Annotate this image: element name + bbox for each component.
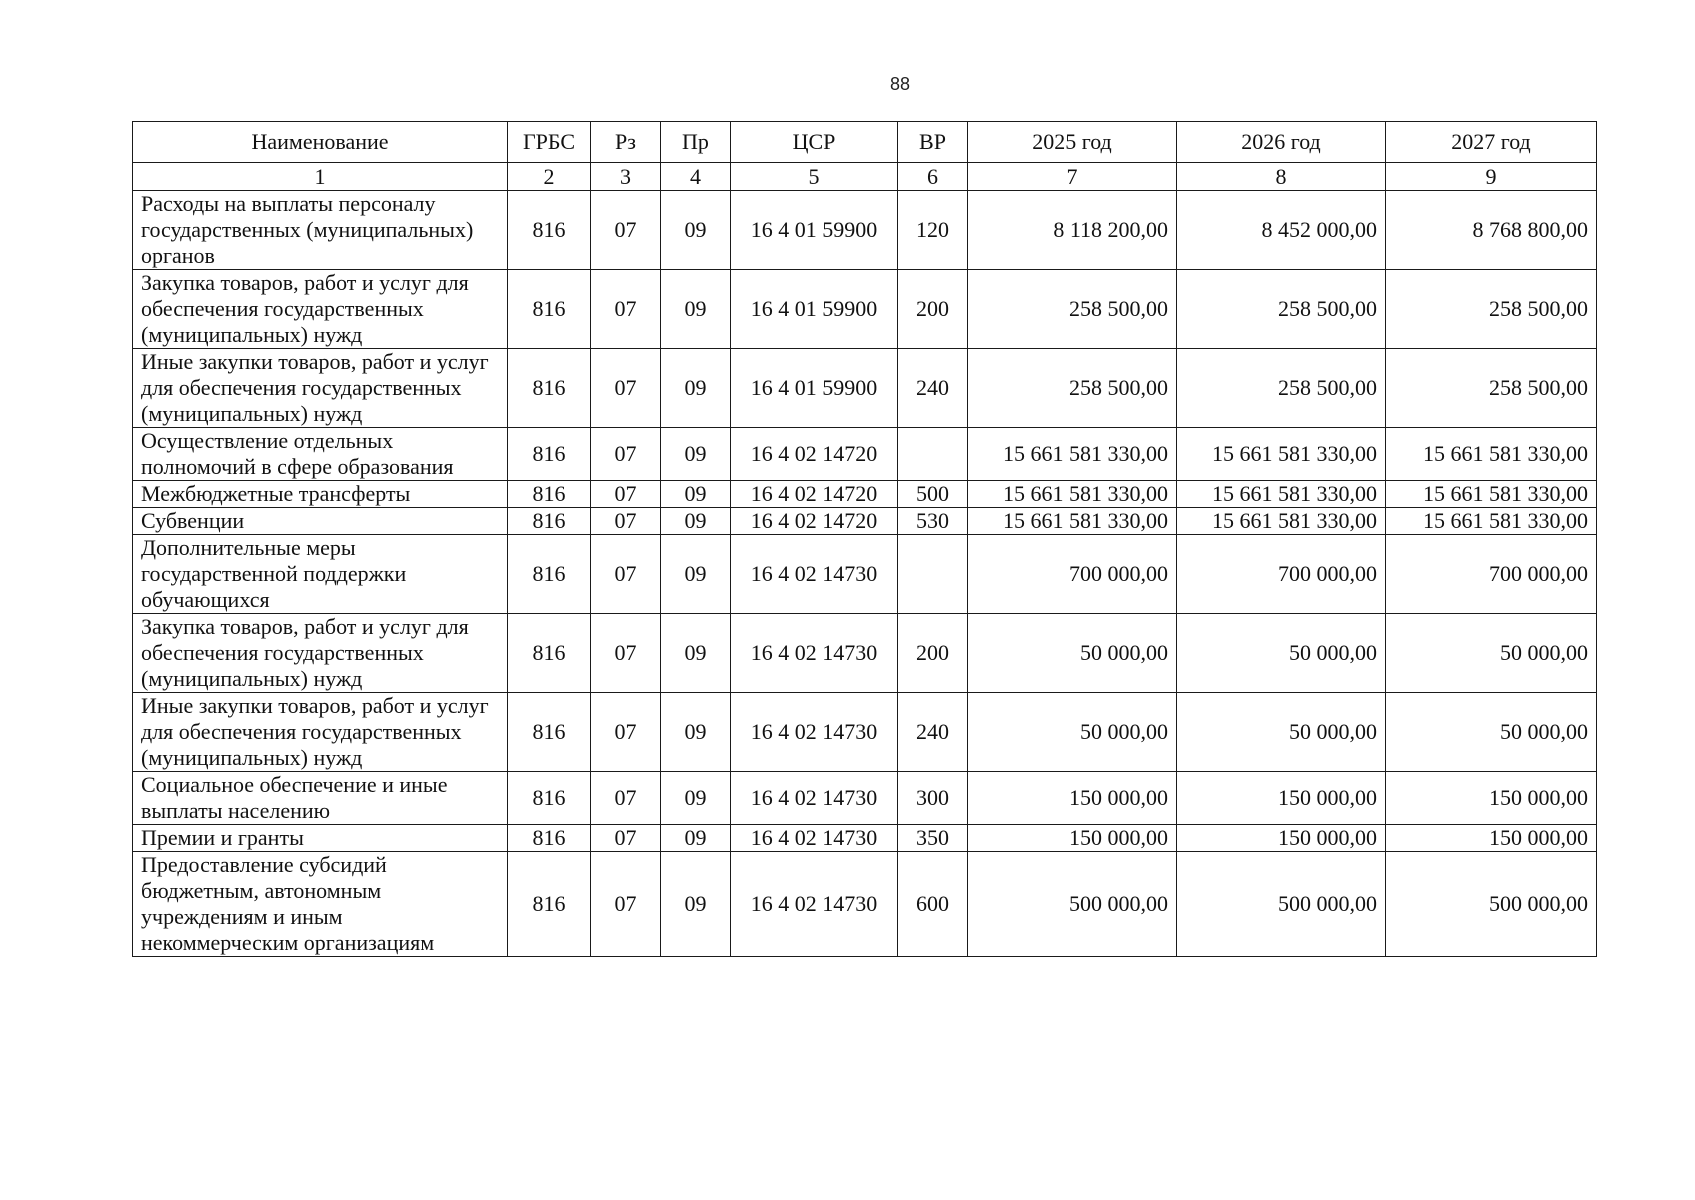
cell-2026: 150 000,00 bbox=[1177, 772, 1386, 825]
cell-rz: 07 bbox=[591, 693, 661, 772]
cell-name: Премии и гранты bbox=[133, 825, 508, 852]
cell-2026: 50 000,00 bbox=[1177, 614, 1386, 693]
column-number-row bbox=[133, 163, 1597, 191]
cell-2027: 700 000,00 bbox=[1386, 535, 1597, 614]
cell-2025: 150 000,00 bbox=[968, 825, 1177, 852]
cell-csr: 16 4 02 14720 bbox=[731, 481, 898, 508]
column-number: 5 bbox=[731, 163, 898, 191]
cell-pr: 09 bbox=[661, 825, 731, 852]
table-row bbox=[133, 428, 1597, 481]
table-row bbox=[133, 270, 1597, 349]
cell-2027: 258 500,00 bbox=[1386, 349, 1597, 428]
cell-vr: 350 bbox=[898, 825, 968, 852]
cell-vr bbox=[898, 535, 968, 614]
column-number: 9 bbox=[1386, 163, 1597, 191]
cell-2026: 150 000,00 bbox=[1177, 825, 1386, 852]
cell-name: Субвенции bbox=[133, 508, 508, 535]
cell-2026: 258 500,00 bbox=[1177, 270, 1386, 349]
cell-rz: 07 bbox=[591, 825, 661, 852]
table-row bbox=[133, 508, 1597, 535]
cell-2025: 15 661 581 330,00 bbox=[968, 508, 1177, 535]
cell-2026: 500 000,00 bbox=[1177, 852, 1386, 957]
cell-vr: 530 bbox=[898, 508, 968, 535]
cell-2027: 15 661 581 330,00 bbox=[1386, 428, 1597, 481]
cell-csr: 16 4 02 14730 bbox=[731, 825, 898, 852]
cell-2026: 15 661 581 330,00 bbox=[1177, 508, 1386, 535]
table-row bbox=[133, 772, 1597, 825]
cell-2026: 15 661 581 330,00 bbox=[1177, 428, 1386, 481]
cell-2027: 500 000,00 bbox=[1386, 852, 1597, 957]
header-row bbox=[133, 122, 1597, 163]
cell-pr: 09 bbox=[661, 508, 731, 535]
cell-2027: 258 500,00 bbox=[1386, 270, 1597, 349]
cell-name: Иные закупки товаров, работ и услуг для обеспечения государственных (муниципальных) нужд bbox=[133, 693, 508, 772]
table-row bbox=[133, 349, 1597, 428]
table-row bbox=[133, 693, 1597, 772]
cell-rz: 07 bbox=[591, 270, 661, 349]
cell-csr: 16 4 01 59900 bbox=[731, 270, 898, 349]
header-2025: 2025 год bbox=[968, 122, 1177, 163]
header-grbs: ГРБС bbox=[508, 122, 591, 163]
cell-pr: 09 bbox=[661, 481, 731, 508]
cell-grbs: 816 bbox=[508, 535, 591, 614]
cell-name: Дополнительные меры государственной поддержки обучающихся bbox=[133, 535, 508, 614]
cell-rz: 07 bbox=[591, 614, 661, 693]
cell-grbs: 816 bbox=[508, 852, 591, 957]
cell-vr: 120 bbox=[898, 191, 968, 270]
cell-2027: 15 661 581 330,00 bbox=[1386, 481, 1597, 508]
column-number: 3 bbox=[591, 163, 661, 191]
header-2027: 2027 год bbox=[1386, 122, 1597, 163]
cell-2025: 700 000,00 bbox=[968, 535, 1177, 614]
cell-vr: 240 bbox=[898, 349, 968, 428]
table-row bbox=[133, 825, 1597, 852]
table-row bbox=[133, 481, 1597, 508]
cell-2025: 258 500,00 bbox=[968, 349, 1177, 428]
cell-csr: 16 4 02 14730 bbox=[731, 693, 898, 772]
cell-grbs: 816 bbox=[508, 825, 591, 852]
cell-grbs: 816 bbox=[508, 191, 591, 270]
column-number: 6 bbox=[898, 163, 968, 191]
cell-vr bbox=[898, 428, 968, 481]
cell-pr: 09 bbox=[661, 772, 731, 825]
cell-2025: 50 000,00 bbox=[968, 614, 1177, 693]
table-row bbox=[133, 852, 1597, 957]
cell-2025: 15 661 581 330,00 bbox=[968, 481, 1177, 508]
header-2026: 2026 год bbox=[1177, 122, 1386, 163]
cell-rz: 07 bbox=[591, 772, 661, 825]
cell-vr: 240 bbox=[898, 693, 968, 772]
column-number: 4 bbox=[661, 163, 731, 191]
cell-2025: 150 000,00 bbox=[968, 772, 1177, 825]
cell-rz: 07 bbox=[591, 191, 661, 270]
cell-name: Закупка товаров, работ и услуг для обеспечения государственных (муниципальных) нужд bbox=[133, 614, 508, 693]
cell-pr: 09 bbox=[661, 693, 731, 772]
cell-2026: 15 661 581 330,00 bbox=[1177, 481, 1386, 508]
cell-rz: 07 bbox=[591, 852, 661, 957]
cell-grbs: 816 bbox=[508, 428, 591, 481]
cell-rz: 07 bbox=[591, 535, 661, 614]
cell-pr: 09 bbox=[661, 614, 731, 693]
cell-name: Социальное обеспечение и иные выплаты населению bbox=[133, 772, 508, 825]
cell-2026: 258 500,00 bbox=[1177, 349, 1386, 428]
cell-rz: 07 bbox=[591, 428, 661, 481]
cell-2026: 50 000,00 bbox=[1177, 693, 1386, 772]
cell-csr: 16 4 02 14730 bbox=[731, 852, 898, 957]
cell-2025: 15 661 581 330,00 bbox=[968, 428, 1177, 481]
cell-2027: 15 661 581 330,00 bbox=[1386, 508, 1597, 535]
table-row bbox=[133, 535, 1597, 614]
cell-2025: 8 118 200,00 bbox=[968, 191, 1177, 270]
cell-rz: 07 bbox=[591, 508, 661, 535]
header-rz: Рз bbox=[591, 122, 661, 163]
column-number: 1 bbox=[133, 163, 508, 191]
table-row bbox=[133, 614, 1597, 693]
cell-name: Закупка товаров, работ и услуг для обеспечения государственных (муниципальных) нужд bbox=[133, 270, 508, 349]
budget-table bbox=[132, 121, 1597, 957]
header-vr: ВР bbox=[898, 122, 968, 163]
page-number: 88 bbox=[889, 74, 911, 94]
header-csr: ЦСР bbox=[731, 122, 898, 163]
cell-pr: 09 bbox=[661, 349, 731, 428]
cell-csr: 16 4 01 59900 bbox=[731, 349, 898, 428]
cell-name: Расходы на выплаты персоналу государственных (муниципальных) органов bbox=[133, 191, 508, 270]
table-row bbox=[133, 191, 1597, 270]
cell-rz: 07 bbox=[591, 349, 661, 428]
cell-pr: 09 bbox=[661, 535, 731, 614]
cell-grbs: 816 bbox=[508, 614, 591, 693]
column-number: 7 bbox=[968, 163, 1177, 191]
cell-2027: 50 000,00 bbox=[1386, 614, 1597, 693]
cell-name: Осуществление отдельных полномочий в сфере образования bbox=[133, 428, 508, 481]
cell-grbs: 816 bbox=[508, 270, 591, 349]
cell-vr: 500 bbox=[898, 481, 968, 508]
cell-pr: 09 bbox=[661, 852, 731, 957]
cell-name: Иные закупки товаров, работ и услуг для обеспечения государственных (муниципальных) нужд bbox=[133, 349, 508, 428]
cell-csr: 16 4 02 14720 bbox=[731, 508, 898, 535]
cell-grbs: 816 bbox=[508, 772, 591, 825]
cell-grbs: 816 bbox=[508, 693, 591, 772]
cell-csr: 16 4 02 14730 bbox=[731, 614, 898, 693]
header-pr: Пр bbox=[661, 122, 731, 163]
cell-vr: 200 bbox=[898, 614, 968, 693]
cell-name: Предоставление субсидий бюджетным, автономным учреждениям и иным некоммерческим организациям bbox=[133, 852, 508, 957]
cell-grbs: 816 bbox=[508, 508, 591, 535]
cell-2025: 50 000,00 bbox=[968, 693, 1177, 772]
cell-pr: 09 bbox=[661, 270, 731, 349]
cell-csr: 16 4 02 14730 bbox=[731, 772, 898, 825]
cell-2026: 8 452 000,00 bbox=[1177, 191, 1386, 270]
cell-2027: 150 000,00 bbox=[1386, 825, 1597, 852]
cell-2027: 8 768 800,00 bbox=[1386, 191, 1597, 270]
column-number: 2 bbox=[508, 163, 591, 191]
cell-vr: 300 bbox=[898, 772, 968, 825]
cell-2027: 150 000,00 bbox=[1386, 772, 1597, 825]
cell-pr: 09 bbox=[661, 428, 731, 481]
cell-grbs: 816 bbox=[508, 349, 591, 428]
cell-pr: 09 bbox=[661, 191, 731, 270]
cell-grbs: 816 bbox=[508, 481, 591, 508]
cell-2027: 50 000,00 bbox=[1386, 693, 1597, 772]
cell-name: Межбюджетные трансферты bbox=[133, 481, 508, 508]
cell-csr: 16 4 01 59900 bbox=[731, 191, 898, 270]
cell-2025: 258 500,00 bbox=[968, 270, 1177, 349]
cell-csr: 16 4 02 14730 bbox=[731, 535, 898, 614]
cell-csr: 16 4 02 14720 bbox=[731, 428, 898, 481]
cell-rz: 07 bbox=[591, 481, 661, 508]
cell-2025: 500 000,00 bbox=[968, 852, 1177, 957]
column-number: 8 bbox=[1177, 163, 1386, 191]
cell-2026: 700 000,00 bbox=[1177, 535, 1386, 614]
header-name: Наименование bbox=[133, 122, 508, 163]
cell-vr: 200 bbox=[898, 270, 968, 349]
cell-vr: 600 bbox=[898, 852, 968, 957]
